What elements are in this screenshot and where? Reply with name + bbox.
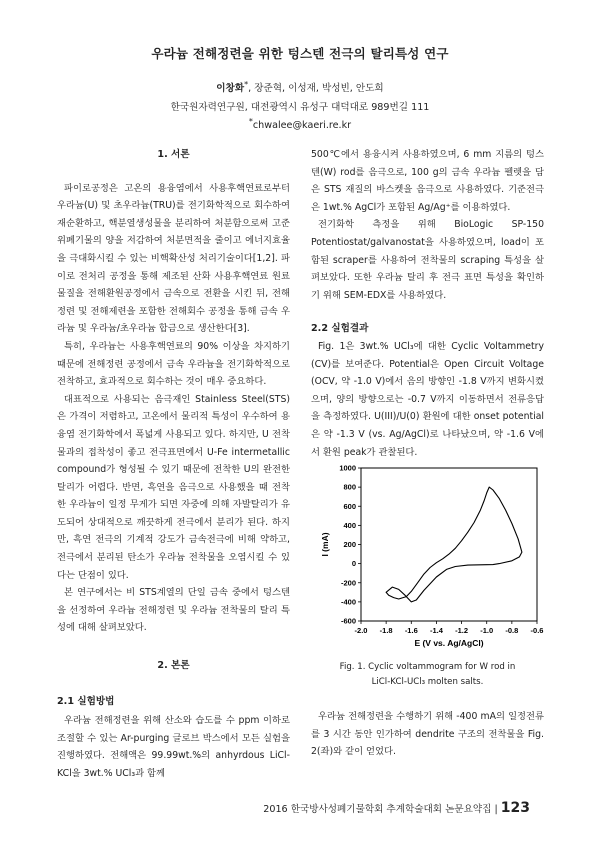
page-footer [263, 800, 530, 816]
cv-curve-line [386, 487, 522, 602]
right-column [311, 146, 544, 461]
y-tick-label: 1000 [339, 463, 356, 473]
result-paragraph-1: Fig. 1은 3wt.% UCl₃에 대한 Cyclic Voltammetry (CV)를 보여준다. Potential은 Open Circuit Voltage (OCV, 약 -1.0 V)에서 음의 방향인 -1.8 V까지 변화시켰으며, 양의 방향으로는 -0.7 V까지 이동하면서 전류응답을 측정하였다. U(III)/U(0) 환원에 대한 onset potential은 약 -1.3 V (vs. Ag/AgCl)로 나타났으며, 약 -1.6 V에서 환원 peak가 관찰된다. [311, 340, 544, 458]
x-tick-label: -1.2 [455, 626, 469, 635]
body-heading: 2. 본론 [157, 660, 190, 672]
y-tick-label: -200 [340, 578, 356, 588]
affiliation: 한국원자력연구원, 대전광역시 유성구 대덕대로 989번길 111 [170, 102, 430, 113]
page-number: 123 [500, 800, 530, 816]
footer-text: 2016 한국방사성폐기물학회 추계학술대회 논문요약집 | [263, 804, 498, 815]
method-continued: 500℃에서 용융시켜 사용하였으며, 6 mm 지름의 텅스텐(W) rod를 음극으로, 100 g의 금속 우라늄 펠렛을 담은 STS 재질의 바스켓을 음극으로 사용하였다. 기준전극은 1wt.% AgCl가 포함된 Ag/Ag⁺를 이용하였다. [311, 149, 544, 213]
x-tick-label: -1.8 [379, 626, 393, 635]
y-axis-label: I (mA) [320, 532, 330, 557]
chart-labels [320, 464, 543, 648]
author-line [0, 80, 600, 94]
x-axis-label: E (V vs. Ag/AgCl) [414, 638, 484, 648]
intro-paragraph-1: 파이로공정은 고온의 용융염에서 사용후핵연료로부터 우라늄(U) 및 초우라늄(TRU)를 전기화학적으로 회수하여 재순환하고, 핵분열생성물을 분리하여 처분함으로써 고준위폐기물의 양을 저감하여 처분면적을 줄이고 에너지효율을 극대화시킬 수 있는 비핵확산성 처리기술이다[1,2]. 파이로 전처리 공정을 통해 제조된 산화 사용후핵연료 원료물질을 전해환원공정에서 금속으로 전환을 시킨 뒤, 전해정련 및 전해제련을 포함한 전해회수 공정을 통해 금속 우라늄 및 우라늄/초우라늄 합금으로 생산한다[3]. [57, 182, 290, 335]
email-mark: * [248, 117, 253, 126]
figure-caption [311, 660, 544, 690]
x-tick-label: -1.6 [404, 626, 418, 635]
y-tick-label: 0 [351, 559, 356, 569]
lead-author: 이창화 [216, 83, 245, 95]
y-tick-label: 800 [343, 482, 356, 492]
result-paragraph-2: 우라늄 전해정련을 수행하기 위해 -400 mA의 일정전류를 3 시간 동안 인가하여 dendrite 구조의 전착물을 Fig. 2(좌)와 같이 얻었다. [311, 711, 544, 758]
y-tick-label: 600 [343, 501, 356, 511]
method-paragraph-1: 우라늄 전해정련을 위해 산소와 습도를 수 ppm 이하로 조절할 수 있는 Ar-purging 글로브 박스에서 모든 실험을 진행하였다. 전해액은 99.99wt.%의 anhyrdous LiCl-KCl을 3wt.% UCl₃과 함께 [57, 715, 290, 779]
y-tick-label: 400 [343, 520, 356, 530]
paper-title: 우라늄 전해정련을 위한 텅스텐 전극의 탈리특성 연구 [151, 46, 449, 61]
caption-line-2: LiCl-KCl-UCl₃ molten salts. [371, 677, 484, 687]
x-tick-label: -2.0 [354, 626, 368, 635]
coauthors: , 장준혁, 이성재, 박성빈, 안도희 [248, 83, 384, 95]
right-column-bottom [311, 708, 544, 761]
x-tick-label: -0.8 [505, 626, 519, 635]
x-tick-label: -0.6 [530, 626, 544, 635]
intro-paragraph-2: 특히, 우라늄는 사용후핵연료의 90% 이상을 차지하기 때문에 전해정련 공정에서 금속 우라늄을 전기화학적으로 전착하고, 효과적으로 회수하는 것이 매우 중요하다. [57, 340, 290, 388]
chart-series [386, 487, 522, 602]
x-tick-label: -1.0 [480, 626, 494, 635]
y-tick-label: -400 [340, 597, 356, 607]
x-tick-label: -1.4 [429, 626, 443, 635]
y-tick-label: 200 [343, 540, 356, 550]
email: chwalee@kaeri.re.kr [252, 120, 352, 132]
y-tick-label: -600 [340, 616, 356, 626]
chart-axes [358, 468, 537, 624]
result-heading: 2.2 실험결과 [311, 323, 369, 335]
cv-chart [318, 460, 550, 650]
plot-frame [361, 468, 537, 621]
lead-author-mark: * [244, 80, 249, 89]
left-column [57, 146, 290, 783]
method-heading: 2.1 실험방법 [57, 695, 115, 707]
intro-heading: 1. 서론 [157, 149, 190, 160]
email-line [0, 117, 600, 131]
caption-line-1: Fig. 1. Cyclic voltammogram for W rod in [339, 662, 516, 672]
method-paragraph-2: 전기화학 측정을 위해 BioLogic SP-150 Potentiostat/galvanostat을 사용하였으며, load이 포함된 scraper를 사용하여 전착물의 scraping 특성을 살펴보았다. 또한 우라늄 탈리 후 전극 표면 특성을 확인하기 위해 SEM-EDX를 사용하였다. [311, 219, 544, 301]
intro-paragraph-3: 대표적으로 사용되는 음극재인 Stainless Steel(STS)은 가격이 저렴하고, 고온에서 물리적 특성이 우수하여 용융염 전기화학에서 폭넓게 사용되고 있다. 하지만, U 전착물과의 접착성이 좋고 전극표면에서 U-Fe intermetallic compound가 형성될 수 있기 때문에 전착한 U의 완전한 탈리가 어렵다. 반면, 흑연을 음극으로 사용했을 때 전착한 우라늄이 일정 무게가 되면 자중에 의해 자발탈리가 유도되어 상대적으로 깨끗하게 전극에서 분리가 된다. 하지만, 흑연 전극의 기계적 강도가 금속전극에 비해 약하고, 전극에서 분리된 탄소가 우라늄 전착물을 오염시킬 수 있다는 단점이 있다. [57, 393, 290, 581]
intro-paragraph-4: 본 연구에서는 비 STS계열의 단일 금속 중에서 텅스텐을 선정하여 우라늄 전해정련 및 우라늄 전착물의 탈리 특성에 대해 살펴보았다. [57, 587, 290, 634]
